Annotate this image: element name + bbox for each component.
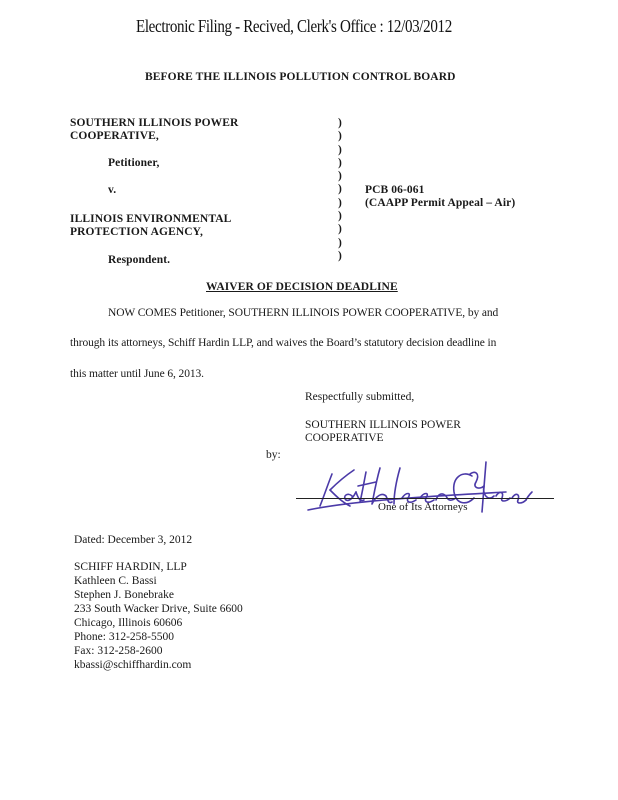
fax-number: Fax: 312-258-2600	[74, 645, 163, 657]
signer-caption: One of Its Attorneys	[378, 501, 468, 513]
respondent-role: Respondent.	[108, 254, 171, 266]
party-name-line1: SOUTHERN ILLINOIS POWER	[305, 419, 461, 431]
attorney-name-1: Kathleen C. Bassi	[74, 575, 157, 587]
by-label: by:	[266, 449, 281, 461]
address-line-2: Chicago, Illinois 60606	[74, 617, 183, 629]
dated-line: Dated: December 3, 2012	[74, 534, 193, 546]
petitioner-role: Petitioner,	[108, 157, 160, 169]
signature-line	[296, 498, 554, 499]
phone-number: Phone: 312-258-5500	[74, 631, 174, 643]
address-line-1: 233 South Wacker Drive, Suite 6600	[74, 603, 243, 615]
body-line-1: NOW COMES Petitioner, SOUTHERN ILLINOIS POWER COOPERATIVE, by and	[108, 307, 499, 319]
closing-text: Respectfully submitted,	[305, 391, 415, 403]
versus-label: v.	[108, 184, 117, 196]
caption-paren-column: ) ) ) ) ) ) ) ) ) ) )	[338, 117, 342, 262]
document-title: WAIVER OF DECISION DEADLINE	[206, 281, 398, 293]
filing-stamp: Electronic Filing - Recived, Clerk's Office : 12/03/2012	[136, 16, 452, 36]
attorney-name-2: Stephen J. Bonebrake	[74, 589, 174, 601]
case-type: (CAAPP Permit Appeal – Air)	[365, 197, 516, 209]
case-number: PCB 06-061	[365, 184, 425, 196]
board-heading: BEFORE THE ILLINOIS POLLUTION CONTROL BOARD	[145, 71, 456, 83]
petitioner-name-line1: SOUTHERN ILLINOIS POWER	[70, 117, 239, 129]
party-name-line2: COOPERATIVE	[305, 432, 384, 444]
respondent-name-line2: PROTECTION AGENCY,	[70, 226, 204, 238]
body-line-3: this matter until June 6, 2013.	[70, 368, 204, 380]
firm-name: SCHIFF HARDIN, LLP	[74, 561, 187, 573]
respondent-name-line1: ILLINOIS ENVIRONMENTAL	[70, 213, 232, 225]
body-line-2: through its attorneys, Schiff Hardin LLP, and waives the Board’s statutory decision deadline in	[70, 337, 497, 349]
email-address: kbassi@schiffhardin.com	[74, 659, 192, 671]
petitioner-name-line2: COOPERATIVE,	[70, 130, 159, 142]
